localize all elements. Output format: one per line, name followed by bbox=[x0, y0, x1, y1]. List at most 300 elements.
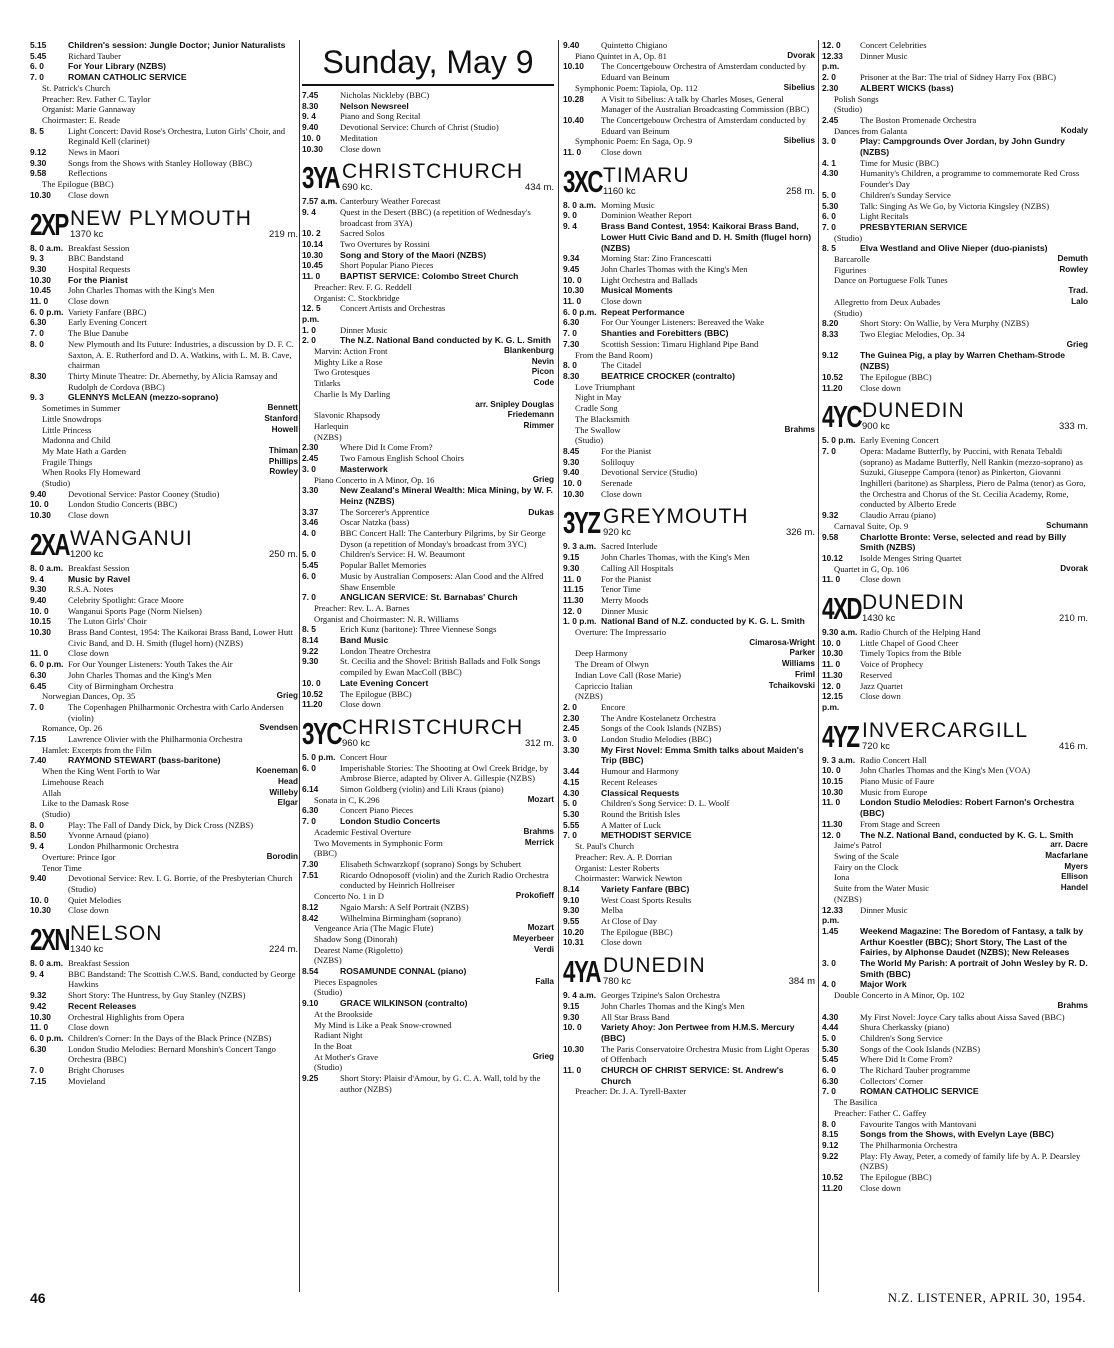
programme-time: 2.30 bbox=[302, 442, 319, 453]
programme-time: 11.15 bbox=[563, 584, 584, 595]
programme-time: 8.14 bbox=[302, 635, 319, 646]
programme-item bbox=[30, 1033, 298, 1044]
programme-time: 7. 0 bbox=[30, 328, 44, 339]
programme-title: Nelson Newsreel bbox=[340, 100, 409, 111]
programme-composer: Dukas bbox=[528, 506, 554, 517]
station-header bbox=[30, 208, 298, 240]
programme-title: ROMAN CATHOLIC SERVICE bbox=[860, 1086, 979, 1097]
programme-time: 4.15 bbox=[563, 776, 580, 787]
programme-item bbox=[563, 360, 815, 371]
programme-title: The Paris Conservatoire Orchestra Music from Light Operas of Offenbach bbox=[601, 1043, 810, 1065]
programme-item bbox=[563, 94, 815, 115]
programme-time: 6.30 bbox=[302, 805, 319, 816]
programme-title: Close down bbox=[68, 648, 109, 659]
programme-title: London Theatre Orchestra bbox=[340, 645, 431, 656]
music-composer: Brahms bbox=[784, 424, 815, 434]
programme-title: Lawrence Olivier with the Philharmonia Orchestra bbox=[68, 734, 243, 745]
programme-item bbox=[822, 1140, 1088, 1151]
programme-item bbox=[563, 734, 815, 745]
programme-item bbox=[30, 158, 298, 169]
programme-item bbox=[30, 147, 298, 158]
programme-detail: Organist: Marie Gannaway bbox=[42, 104, 136, 115]
music-line bbox=[30, 766, 298, 777]
programme-title: City of Birmingham Orchestra bbox=[68, 680, 174, 691]
programme-item bbox=[30, 392, 298, 403]
programme-item bbox=[563, 115, 815, 136]
programme-time: 12. 0 bbox=[822, 829, 841, 840]
programme-item bbox=[822, 1065, 1088, 1076]
programme-detail: Preacher: Rev. A. P. Dorrian bbox=[575, 851, 673, 862]
column-1 bbox=[30, 40, 298, 1086]
music-line bbox=[302, 1052, 554, 1063]
programme-detail: In the Boat bbox=[314, 1040, 353, 1051]
programme-item bbox=[822, 222, 1088, 233]
programme-title: Round the British Isles bbox=[601, 809, 681, 819]
programme-title: For Our Younger Listeners: Youth Takes the Air bbox=[68, 659, 233, 670]
programme-item bbox=[822, 115, 1088, 126]
programme-title: Children's Song Service: D. L. Woolf bbox=[601, 798, 730, 809]
programme-time: 7. 0 bbox=[30, 701, 44, 712]
music-line bbox=[302, 934, 554, 945]
programme-detail: The Basilica bbox=[834, 1097, 878, 1108]
music-line bbox=[822, 286, 1088, 297]
programme-time: 2. 0 bbox=[822, 72, 836, 83]
programme-item bbox=[563, 446, 815, 457]
music-piece: Dance on Portuguese Folk Tunes bbox=[834, 275, 948, 286]
programme-item bbox=[822, 201, 1088, 212]
programme-title: Quintetto Chigiano bbox=[601, 40, 668, 50]
programme-title: Melba bbox=[601, 905, 623, 916]
programme-time: 10.20 bbox=[563, 926, 584, 937]
programme-time: 4.30 bbox=[822, 1011, 839, 1022]
programme-time: 7. 0 bbox=[822, 445, 836, 456]
programme-title: Prisoner at the Bar: The trial of Sidney Harry Fox (BBC) bbox=[860, 72, 1057, 83]
music-piece: Little Princess bbox=[42, 424, 92, 435]
programme-item bbox=[302, 207, 554, 228]
column-4 bbox=[822, 40, 1088, 1194]
station-metres: 224 m. bbox=[268, 944, 298, 956]
programme-title: A Visit to Sibelius: A talk by Charles Moses, General Manager of the Australian Broadcasting Commission (BBC) bbox=[601, 93, 810, 115]
programme-title: Opera: Madame Butterfly, by Puccini, with Renata Tebaldi (soprano) as Madame Butterfly, Nell Rankin (mezzo-soprano) as Suzuki, Giuseppe Campora (tenor) as Pinkerton, Giovanni Inghilleri (baritone) as Sharpless, Piero de Palma (tenor) as Goro, the Orchestra and Chorus of the St. Cecilia Academy, Rome, conducted by Alberto Erede bbox=[860, 445, 1086, 510]
programme-title: Dinner Music bbox=[601, 605, 649, 616]
programme-time: 9. 3 bbox=[30, 253, 44, 264]
programme-detail: (NZBS) bbox=[314, 955, 342, 966]
programme-item bbox=[822, 905, 1088, 926]
programme-item bbox=[30, 958, 298, 969]
programme-item bbox=[302, 763, 554, 784]
station-callsign: 3YZ bbox=[563, 505, 600, 541]
music-line bbox=[30, 467, 298, 478]
programme-title: Where Did It Come From? bbox=[340, 442, 433, 453]
programme-time: 8.20 bbox=[822, 318, 839, 329]
programme-time: 7. 0 bbox=[30, 1065, 44, 1076]
programme-item bbox=[30, 627, 298, 648]
programme-time: 12.15 p.m. bbox=[822, 691, 843, 712]
programme-time: 6.30 bbox=[563, 317, 580, 328]
programme-time: 10.30 bbox=[302, 249, 323, 260]
programme-time: 2.30 bbox=[822, 82, 839, 93]
programme-detail: (BBC) bbox=[314, 848, 337, 859]
music-line bbox=[822, 862, 1088, 873]
programme-time: 11. 0 bbox=[822, 797, 841, 808]
programme-time: 11. 0 bbox=[563, 296, 582, 307]
programme-item bbox=[30, 253, 298, 264]
station-frequency bbox=[342, 739, 554, 749]
programme-title: Shura Cherkassky (piano) bbox=[860, 1022, 950, 1033]
music-line bbox=[563, 51, 815, 62]
station-callsign: 3XC bbox=[563, 163, 603, 199]
programme-item bbox=[302, 133, 554, 144]
programme-item bbox=[822, 446, 1088, 510]
programme-title: For the Pianist bbox=[601, 573, 652, 584]
programme-detail: Overture: The Impressario bbox=[575, 627, 666, 638]
programme-time: 10.31 bbox=[563, 937, 584, 948]
programme-detail: St. Paul's Church bbox=[575, 841, 635, 852]
programme-title: Classical Requests bbox=[601, 787, 680, 798]
music-piece: Limehouse Reach bbox=[42, 776, 104, 787]
music-composer: Cimarosa-Wright bbox=[749, 637, 815, 647]
programme-time: 3.46 bbox=[302, 517, 319, 528]
station-header bbox=[563, 505, 815, 541]
programme-time: 10.10 bbox=[563, 61, 584, 72]
programme-title: London Studio Melodies: Bernard Monshin's Concert Tango Orchestra (BBC) bbox=[68, 1043, 276, 1065]
station-metres: 258 m. bbox=[785, 185, 815, 197]
station-metres: 312 m. bbox=[524, 737, 554, 749]
station-callsign: 3YA bbox=[302, 160, 340, 196]
programme-time: 9.22 bbox=[822, 1150, 839, 1161]
programme-time: 7.30 bbox=[302, 859, 319, 869]
station-frequency bbox=[70, 550, 298, 560]
programme-time: 12.33 p.m. bbox=[822, 50, 843, 72]
programme-item bbox=[563, 916, 815, 927]
programme-time: 11. 0 bbox=[30, 296, 49, 307]
programme-title: ROMAN CATHOLIC SERVICE bbox=[68, 72, 187, 83]
programme-item bbox=[30, 499, 298, 510]
programme-time: 5.30 bbox=[822, 1043, 839, 1054]
programme-time: 7. 0 bbox=[302, 592, 316, 603]
station-city: DUNEDIN bbox=[862, 399, 965, 423]
programme-item bbox=[822, 243, 1088, 254]
station-header bbox=[822, 720, 1088, 752]
programme-time: 11. 0 bbox=[822, 659, 841, 670]
programme-time: 11.30 bbox=[822, 818, 843, 829]
page-number: 46 bbox=[30, 1290, 46, 1306]
programme-item bbox=[822, 797, 1088, 818]
programme-title: Breakfast Session bbox=[68, 958, 130, 969]
music-line bbox=[30, 723, 298, 734]
programme-time: 10.30 bbox=[30, 274, 51, 285]
station-header bbox=[30, 922, 298, 958]
programme-item bbox=[30, 51, 298, 62]
programme-title: Concert Celebrities bbox=[860, 40, 927, 50]
programme-title: Quest in the Desert (BBC) (a repetition of Wednesday's broadcast from 3YA) bbox=[340, 206, 531, 228]
programme-time: 9.15 bbox=[563, 1000, 580, 1011]
music-piece: Shadow Song (Dinorah) bbox=[314, 933, 398, 944]
music-line bbox=[822, 990, 1088, 1001]
programme-time: 3. 0 bbox=[563, 734, 577, 745]
programme-title: Isolde Menges String Quartet bbox=[860, 552, 962, 563]
programme-item bbox=[302, 913, 554, 924]
programme-time: 9.40 bbox=[563, 40, 580, 50]
programme-item bbox=[302, 549, 554, 560]
programme-item bbox=[822, 51, 1088, 72]
programme-time: 11.20 bbox=[822, 382, 843, 393]
programme-title: BBC Bandstand: The Scottish C.W.S. Band, conducted by George Hawkins bbox=[68, 968, 296, 990]
programme-time: 9.30 bbox=[30, 263, 47, 274]
programme-item bbox=[302, 689, 554, 700]
programme-time: 4. 0 bbox=[302, 528, 316, 539]
programme-title: News in Maori bbox=[68, 147, 120, 158]
programme-item bbox=[30, 126, 298, 147]
station-frequency bbox=[70, 230, 298, 240]
programme-title: Serenade bbox=[601, 478, 633, 489]
programme-title: BEATRICE CROCKER (contralto) bbox=[601, 370, 735, 381]
station-header bbox=[822, 399, 1088, 435]
station-frequency bbox=[862, 614, 1088, 624]
programme-item bbox=[822, 190, 1088, 201]
programme-item bbox=[563, 478, 815, 489]
programme-item bbox=[822, 958, 1088, 979]
programme-time: 4.30 bbox=[822, 168, 839, 179]
programme-time: 9.32 bbox=[30, 990, 47, 1001]
programme-title: Encore bbox=[601, 701, 626, 712]
programme-item bbox=[302, 517, 554, 528]
programme-time: 7. 0 bbox=[822, 221, 836, 232]
programme-title: Songs of the Cook Islands (NZBS) bbox=[601, 723, 722, 734]
programme-title: Short Story: The Huntress, by Guy Stanley (NZBS) bbox=[68, 990, 246, 1001]
programme-detail: (Studio) bbox=[42, 478, 71, 489]
music-line bbox=[302, 410, 554, 421]
programme-title: Time for Music (BBC) bbox=[860, 157, 939, 168]
station-info bbox=[603, 955, 815, 987]
programme-item bbox=[30, 168, 298, 179]
programme-time: 10. 0 bbox=[30, 605, 49, 616]
programme-item bbox=[302, 101, 554, 112]
programme-item bbox=[822, 659, 1088, 670]
programme-time: 6. 0 bbox=[302, 762, 316, 773]
programme-item bbox=[563, 895, 815, 906]
programme-item bbox=[563, 371, 815, 382]
music-piece: Madonna and Child bbox=[42, 435, 111, 446]
programme-title: Wilhelmina Birmingham (soprano) bbox=[340, 912, 461, 923]
programme-time: 9.40 bbox=[302, 122, 319, 133]
programme-title: Close down bbox=[68, 905, 109, 916]
music-line bbox=[302, 400, 554, 411]
programme-detail: Preacher: Rev. F. G. Reddell bbox=[314, 281, 412, 292]
music-composer: Picon bbox=[531, 367, 554, 377]
programme-time: 11. 0 bbox=[822, 574, 841, 585]
music-composer: Macfarlane bbox=[1045, 851, 1088, 860]
programme-time: 8. 0 a.m. bbox=[30, 562, 64, 573]
programme-title: Close down bbox=[340, 143, 381, 154]
station-city: NEW PLYMOUTH bbox=[70, 206, 252, 230]
programme-item bbox=[563, 927, 815, 938]
music-composer: Grieg bbox=[276, 691, 298, 701]
programme-time: 10.28 bbox=[563, 93, 584, 104]
programme-item bbox=[30, 339, 298, 371]
music-piece: When Rooks Fly Homeward bbox=[42, 467, 141, 478]
programme-item bbox=[563, 990, 815, 1001]
programme-time: 6.14 bbox=[302, 784, 319, 795]
programme-title: London Studio Melodies: Robert Farnon's Orchestra (BBC) bbox=[860, 797, 1075, 819]
programme-item bbox=[563, 221, 815, 253]
programme-time: 11. 0 bbox=[302, 271, 321, 282]
music-composer: Grieg bbox=[532, 474, 554, 484]
programme-item bbox=[30, 489, 298, 500]
programme-item bbox=[822, 1044, 1088, 1055]
programme-time: 10.45 bbox=[302, 260, 323, 271]
station-kc: 1160 kc bbox=[603, 185, 636, 197]
programme-title: London Studio Concerts bbox=[340, 816, 441, 827]
programme-time: 9.12 bbox=[822, 350, 839, 361]
programme-item bbox=[30, 830, 298, 841]
music-piece: The Dream of Olwyn bbox=[575, 659, 649, 670]
music-piece: My Mate Hath a Garden bbox=[42, 445, 126, 456]
station-header bbox=[30, 528, 298, 560]
programme-item bbox=[563, 777, 815, 788]
music-piece: Dances from Galanta bbox=[834, 125, 908, 136]
programme-title: Close down bbox=[68, 189, 109, 200]
programme-time: 9.30 bbox=[563, 1011, 580, 1022]
programme-time: 9. 4 bbox=[30, 573, 44, 584]
programme-item bbox=[563, 584, 815, 595]
programme-item bbox=[822, 755, 1088, 766]
programme-item bbox=[302, 453, 554, 464]
programme-time: 5.45 bbox=[30, 50, 47, 61]
programme-time: 8.30 bbox=[563, 370, 580, 381]
programme-item bbox=[30, 275, 298, 286]
programme-title: Piano Music of Faure bbox=[860, 776, 935, 787]
programme-detail: Preacher: Dr. J. A. Tyrell-Baxter bbox=[575, 1086, 687, 1097]
programme-title: Little Chapel of Good Cheer bbox=[860, 637, 959, 648]
music-composer: Myers bbox=[1064, 861, 1088, 871]
station-frequency bbox=[603, 528, 815, 538]
music-piece: Carnaval Suite, Op. 9 bbox=[834, 520, 909, 531]
programme-item bbox=[302, 485, 554, 506]
music-line bbox=[822, 564, 1088, 575]
programme-item bbox=[563, 884, 815, 895]
programme-time: 7. 0 bbox=[302, 816, 316, 827]
music-piece: Indian Love Call (Rose Marie) bbox=[575, 669, 681, 680]
programme-time: 1. 0 bbox=[302, 324, 316, 335]
programme-time: 8.30 bbox=[302, 100, 319, 111]
programme-title: Close down bbox=[860, 691, 901, 702]
programme-item bbox=[822, 1183, 1088, 1194]
programme-title: CHURCH OF CHRIST SERVICE: St. Andrew's Church bbox=[601, 1065, 784, 1086]
programme-time: 10. 0 bbox=[822, 765, 841, 776]
programme-item bbox=[302, 870, 554, 891]
programme-item bbox=[302, 464, 554, 475]
programme-time: 6. 0 p.m. bbox=[563, 306, 597, 317]
programme-item bbox=[563, 830, 815, 841]
programme-title: Celebrity Spotlight: Grace Moore bbox=[68, 594, 184, 605]
programme-title: London Studio Concerts (BBC) bbox=[68, 499, 178, 510]
music-line bbox=[563, 681, 815, 692]
music-line bbox=[30, 414, 298, 425]
programme-item bbox=[563, 723, 815, 734]
programme-time: 8.14 bbox=[563, 883, 580, 894]
programme-time: 4.30 bbox=[563, 787, 580, 798]
programme-title: The Sorcerer's Apprentice bbox=[340, 506, 430, 517]
programme-time: 9.40 bbox=[30, 594, 47, 605]
programme-item bbox=[563, 809, 815, 820]
programme-item bbox=[822, 627, 1088, 638]
programme-title: Nicholas Nickleby (BBC) bbox=[340, 90, 430, 100]
music-piece: Deep Harmony bbox=[575, 648, 628, 659]
programme-title: Early Evening Concert bbox=[860, 435, 939, 446]
programme-title: GRACE WILKINSON (contralto) bbox=[340, 998, 468, 1009]
music-composer: Borodin bbox=[266, 851, 298, 861]
programme-title: Close down bbox=[860, 382, 901, 393]
programme-item bbox=[302, 1073, 554, 1094]
music-composer: Tchaikovski bbox=[768, 680, 815, 690]
programme-time: 8.45 bbox=[563, 445, 580, 456]
programme-time: 5.30 bbox=[822, 200, 839, 211]
programme-time: 8.42 bbox=[302, 912, 319, 923]
programme-item bbox=[822, 1129, 1088, 1140]
programme-item bbox=[563, 339, 815, 350]
programme-detail: Choirmaster: Warwick Newton bbox=[575, 873, 683, 884]
programme-time: 10. 0 bbox=[302, 132, 321, 143]
programme-title: Movieland bbox=[68, 1075, 106, 1086]
programme-time: 5.55 bbox=[563, 819, 580, 830]
programme-time: 12.33 p.m. bbox=[822, 904, 843, 926]
programme-item bbox=[30, 990, 298, 1001]
station-kc: 920 kc bbox=[603, 527, 631, 539]
music-line bbox=[30, 852, 298, 863]
programme-title: Weekend Magazine: The Boredom of Fantasy, a talk by Arthur Koestler (BBC); Short Story, The Last of the Fairies, by Alphonse Daudet (NZBS); New Releases bbox=[860, 925, 1084, 958]
programme-item bbox=[30, 243, 298, 254]
station-info bbox=[70, 923, 298, 955]
programme-item bbox=[30, 574, 298, 585]
programme-title: Elva Westland and Olive Nieper (duo-pianists) bbox=[860, 243, 1048, 254]
programme-title: John Charles Thomas with the King's Men bbox=[68, 285, 215, 296]
programme-item bbox=[302, 966, 554, 977]
station-frequency bbox=[603, 187, 815, 197]
music-piece: When the King Went Forth to War bbox=[42, 766, 161, 777]
programme-time: 9. 4 bbox=[30, 841, 44, 852]
column-rule bbox=[299, 40, 300, 1292]
programme-title: Close down bbox=[601, 147, 642, 158]
programme-time: 10.30 bbox=[30, 905, 51, 916]
programme-title: Dinner Music bbox=[340, 324, 388, 335]
programme-item bbox=[563, 307, 815, 318]
music-line bbox=[822, 521, 1088, 532]
programme-time: 8. 0 bbox=[30, 819, 44, 830]
programme-time: 10. 0 bbox=[302, 677, 321, 688]
music-piece: Piano Concerto in A Minor, Op. 16 bbox=[314, 474, 435, 485]
programme-time: 6.30 bbox=[30, 317, 47, 328]
programme-time: 6. 0 bbox=[30, 61, 44, 72]
programme-time: 3.37 bbox=[302, 506, 319, 517]
music-composer: Bennett bbox=[267, 403, 298, 413]
programme-time: 5. 0 p.m. bbox=[302, 751, 336, 762]
programme-item bbox=[822, 830, 1088, 841]
programme-title: The Epilogue (BBC) bbox=[601, 926, 673, 937]
programme-time: 9.25 bbox=[302, 1073, 319, 1084]
programme-time: 10.45 bbox=[30, 285, 51, 296]
music-composer: Code bbox=[533, 378, 554, 388]
programme-title: For the Pianist bbox=[601, 445, 652, 456]
programme-title: Brass Band Contest, 1954: Kaikorai Brass Band, Lower Hutt Civic Band and D. H. Smith (flugel horn) (NZBS) bbox=[601, 221, 812, 253]
programme-title: ROSAMUNDE CONNAL (piano) bbox=[340, 966, 467, 977]
music-piece: Symphonic Poem: Tapiola, Op. 112 bbox=[575, 82, 698, 93]
programme-time: 10.30 bbox=[822, 786, 843, 797]
programme-time: 1.45 bbox=[822, 925, 839, 936]
programme-item bbox=[563, 328, 815, 339]
programme-title: Close down bbox=[601, 296, 642, 307]
programme-title: At Close of Day bbox=[601, 916, 658, 927]
